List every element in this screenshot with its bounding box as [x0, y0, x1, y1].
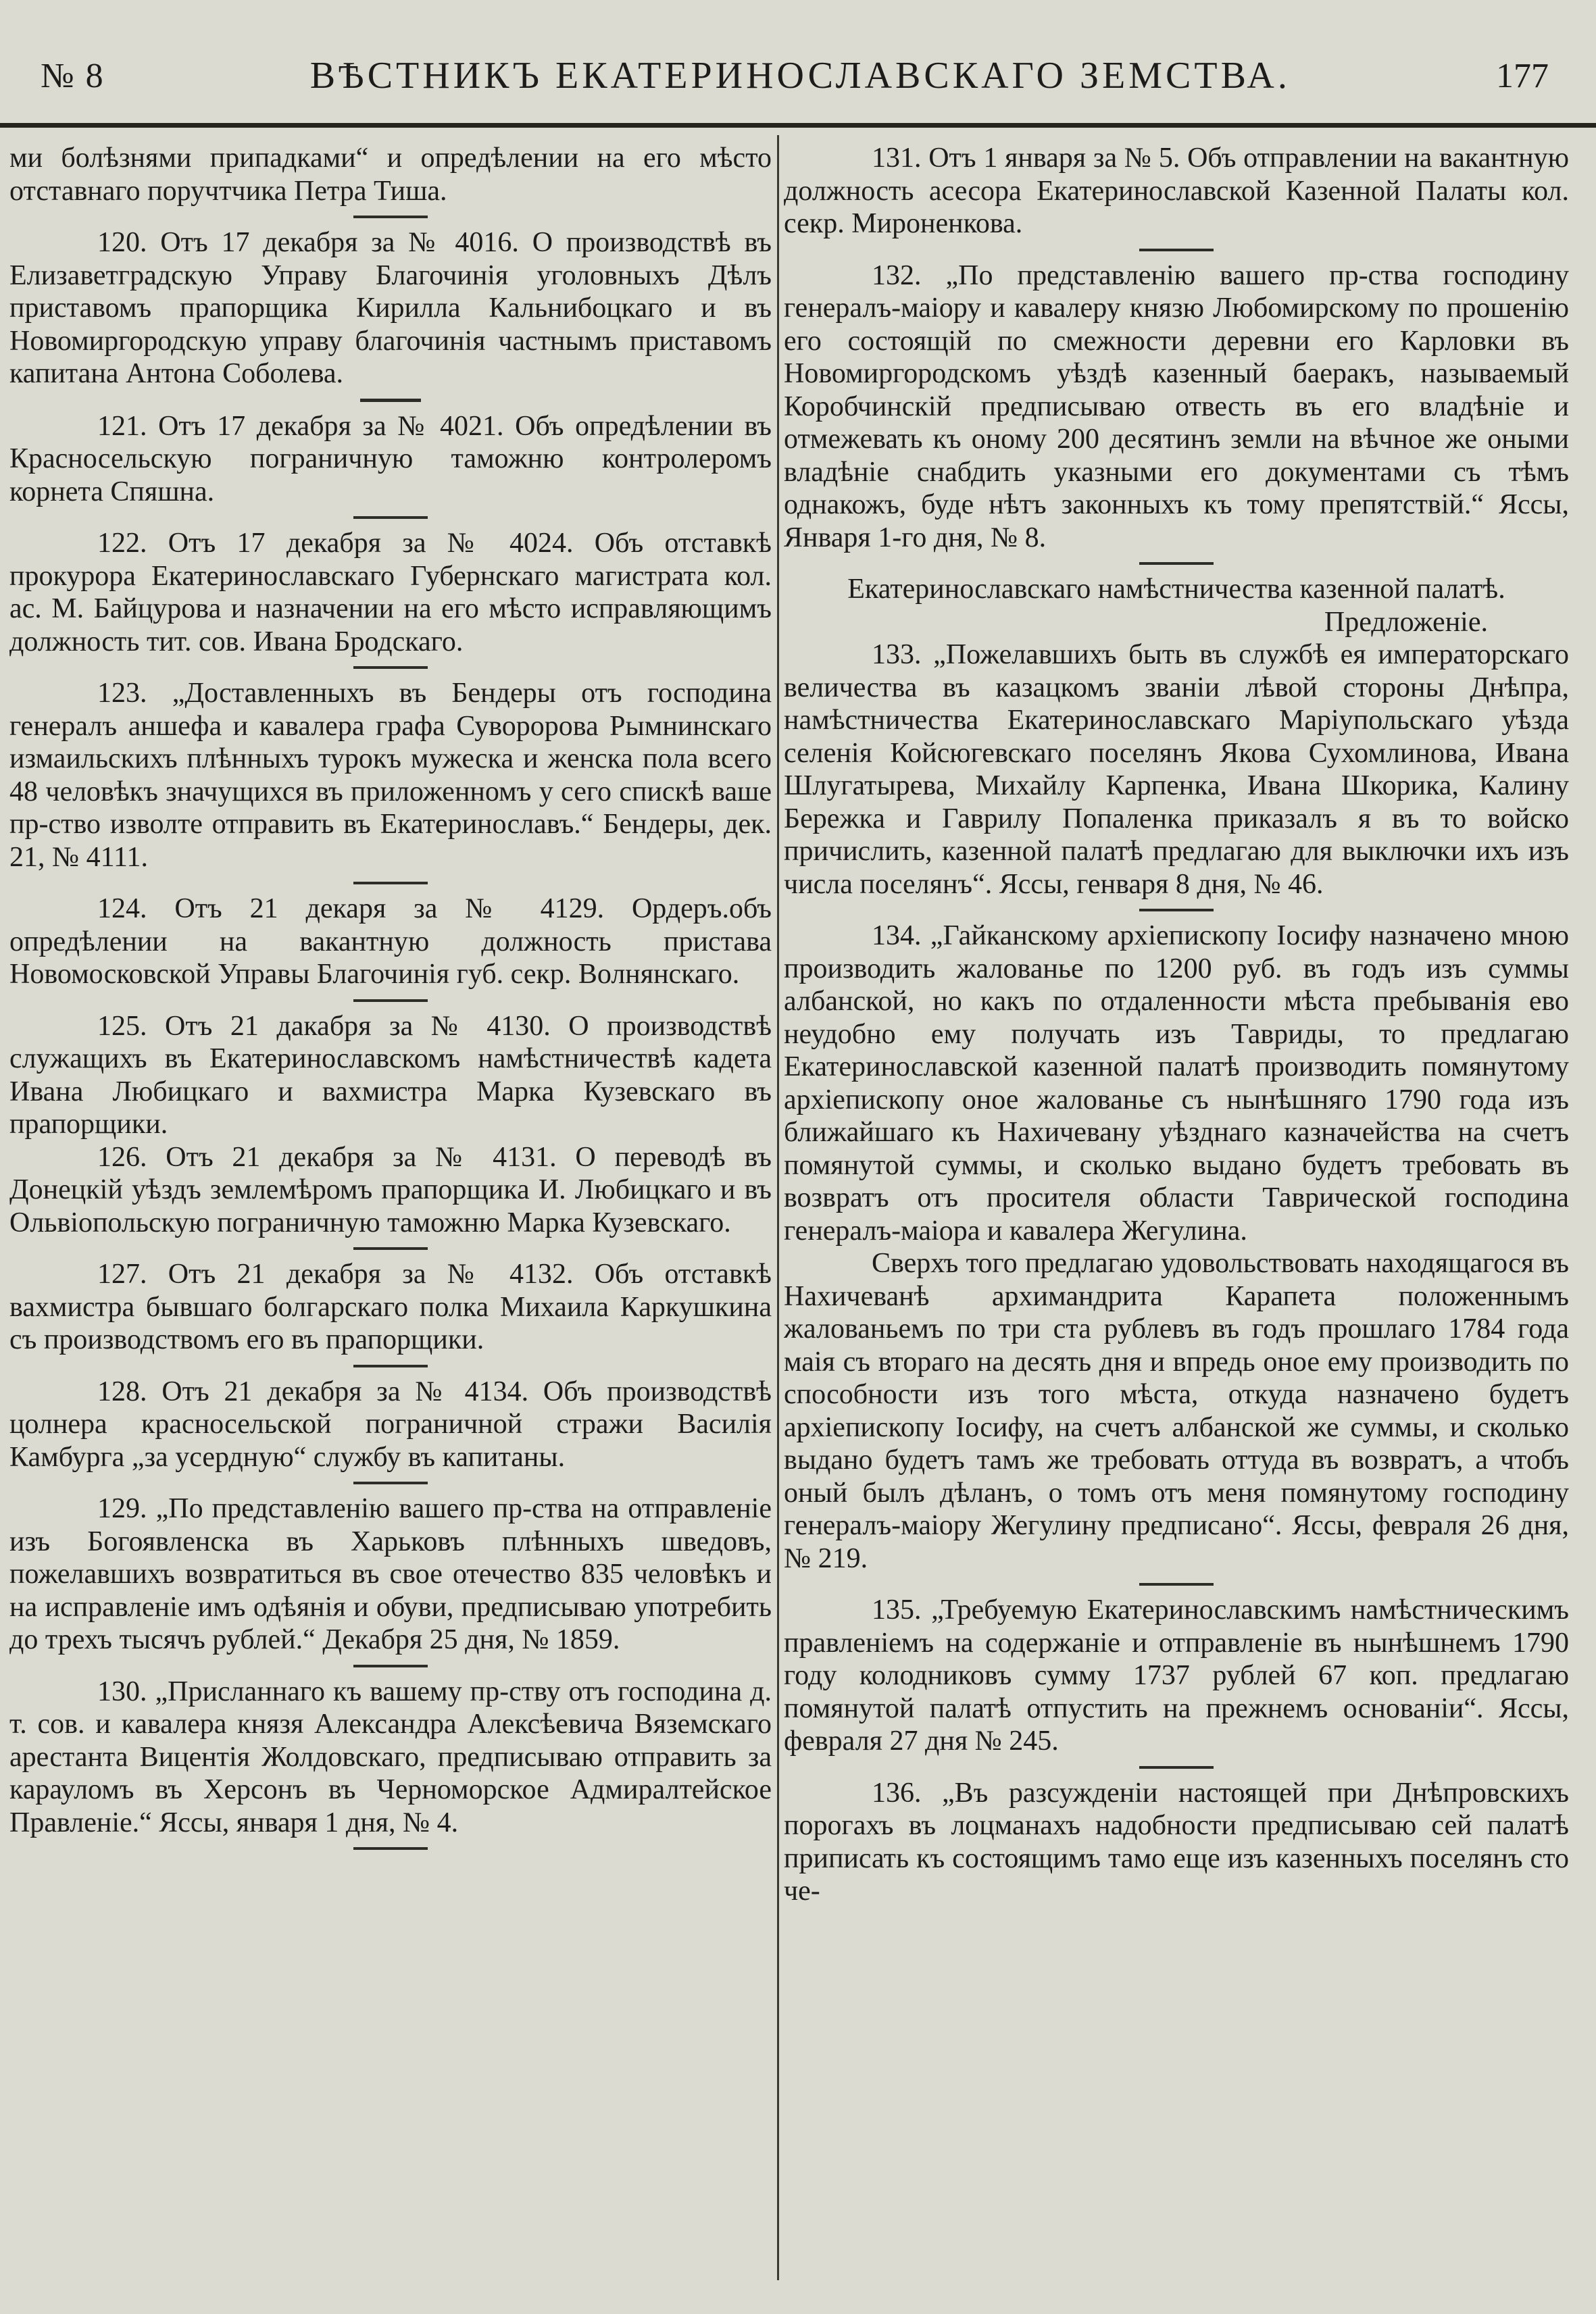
separator	[1139, 562, 1214, 565]
entry-132: 132. „По представленію вашего пр-ства господину генералъ-маіору и кавалеру князю Любомирскому по прошенію его состоящій по смежности деревни его Карловки въ Новомиргородскомъ уѣздѣ казенный баеракъ, называемый Коробчинскій предписываю отвесть въ его владѣніе и отмежевать къ оному 200 десятинъ земли на вѣчное же оными владѣніе снабдить указными его документами съ тѣмъ однакожъ, буде нѣтъ законныхъ къ тому препятствій.“ Яссы, Января 1-го дня, № 8.	[784, 259, 1569, 553]
entry-128: 128. Отъ 21 декабря за № 4134. Объ производствѣ цолнера красносельской пограничной стражи Василія Камбурга „за усердную“ службу въ капитаны.	[9, 1376, 772, 1473]
separator	[353, 882, 428, 884]
separator	[1139, 909, 1214, 911]
entry-121: 121. Отъ 17 декабря за № 4021. Объ опредѣлении въ Красносельскую пограничную таможню контролеромъ корнета Спяшна.	[9, 410, 772, 507]
entry-133: 133. „Пожелавшихъ быть въ службѣ ея императорскаго величества въ казацкомъ званіи лѣвой стороны Днѣпра, намѣстничества Екатеринославскаго Маріупольскаго уѣзда селенія Койсюгевскаго поселянъ Якова Сухомлинова, Ивана Шлугатырева, Михайлу Карпенка, Ивана Шкорика, Калину Бережка и Гаврилу Попаленка приказалъ я въ то войско причислить, казенной палатѣ предлагаю для выключки ихъ изъ числа поселянъ“. Яссы, генваря 8 дня, № 46.	[784, 639, 1569, 900]
section-heading: Екатеринославскаго намѣстничества казенной палатѣ.	[847, 574, 1505, 605]
column-divider	[777, 135, 779, 2280]
entry-126: 126. Отъ 21 декабря за № 4131. О переводѣ въ Донецкій уѣздъ землемѣромъ прапорщика И. Любицкаго и въ Ольвіопольскую пограничную таможню Марка Кузевскаго.	[9, 1141, 772, 1238]
entry-136: 136. „Въ разсужденіи настоящей при Днѣпровскихъ порогахъ въ лоцманахъ надобности предписываю сей палатѣ приписать къ состоящимъ тамо еще изъ казенныхъ поселянъ сто че-	[784, 1777, 1569, 1907]
page-number: 177	[1495, 56, 1549, 95]
entry-125: 125. Отъ 21 дакабря за № 4130. О производствѣ служащихъ въ Екатеринославскомъ намѣстничествѣ кадета Ивана Любицкаго и вахмистра Марка Кузевскаго въ прапорщики.	[9, 1010, 772, 1140]
separator	[353, 1365, 428, 1367]
header-rule	[0, 123, 1596, 128]
entry-124: 124. Отъ 21 декаря за № 4129. Ордеръ.объ опредѣлении на вакантную должность пристава Новомосковской Управы Благочинія губ. секр. Волнянскаго.	[9, 893, 772, 990]
page-header	[41, 42, 1549, 109]
left-column	[9, 142, 772, 2294]
entry-131: 131. Отъ 1 января за № 5. Объ отправлении на вакантную должность асесора Екатеринославской Казенной Палаты кол. секр. Мироненкова.	[784, 143, 1569, 239]
entry-135: 135. „Требуемую Екатеринославскимъ намѣстническимъ правленіемъ на содержаніе и отправленіе въ нынѣшнемъ 1790 году колодниковъ сумму 1737 рублей 67 коп. предлагаю помянутой палатѣ отпустить на прежнемъ основаніи“. Яссы, февраля 27 дня № 245.	[784, 1594, 1569, 1757]
separator	[353, 1247, 428, 1250]
publication-title: ВѢСТНИКЪ ЕКАТЕРИНОСЛАВСКАГО ЗЕМСТВА.	[309, 55, 1291, 97]
separator	[1139, 1583, 1214, 1586]
entry-134: 134. „Гайканскому архіепископу Іосифу назначено мною производить жалованье по 1200 руб. въ годъ изъ суммы албанской, но какъ по отдаленности мѣста пребыванія ево неудобно ему получать изъ Тавриды, то предлагаю Екатеринославской казенной палатѣ производить помянутому архіепископу оное жалованье съ нынѣшняго 1790 года изъ ближайшаго къ Нахичевану уѣзднаго казначейства на счетъ помянутой суммы, и сколько выдано будетъ требовать въ возвратъ отъ просителя области Таврической господина генералъ-маіора и кавалера Жегулина.	[784, 920, 1569, 1247]
right-column	[784, 142, 1569, 2294]
separator	[1139, 1766, 1214, 1769]
paragraph-continued: ми болѣзнями припадками“ и опредѣлении на его мѣсто отставнаго поручтчика Петра Тиша.	[9, 143, 772, 207]
separator	[353, 666, 428, 669]
entry-127: 127. Отъ 21 декабря за № 4132. Объ отставкѣ вахмистра бывшаго болгарскаго полка Михаила Каркушкина съ производствомъ его въ прапорщики.	[9, 1259, 772, 1355]
separator	[353, 216, 428, 218]
entry-120: 120. Отъ 17 декабря за № 4016. О производствѣ въ Елизаветградскую Управу Благочинія уголовныхъ Дѣлъ приставомъ прапорщика Кирилла Кальнибоцкаго и въ Новомиргородскую управу благочинія частнымъ приставомъ капитана Антона Соболева.	[9, 227, 772, 389]
separator	[360, 399, 421, 402]
entry-122: 122. Отъ 17 декабря за № 4024. Объ отставкѣ прокурора Екатеринославскаго Губернскаго магистрата кол. ас. М. Байцурова и назначении на его мѣсто исправляющимъ должность тит. сов. Ивана Бродскаго.	[9, 528, 772, 657]
separator	[353, 999, 428, 1002]
entry-134-continued: Сверхъ того предлагаю удовольствовать находящагося въ Нахичеванѣ архимандрита Карапета положеннымъ жалованьемъ по три ста рублевъ въ годъ прошлаго 1784 года маія съ втораго на десять дня и впредь оное ему производить по способности изъ того мѣста, откуда назначено будетъ архіепископу Іосифу, на счетъ албанской же суммы, и сколько выдано будетъ тамъ же требовать оттуда въ возвратъ, а чтобъ оный былъ дѣланъ, о томъ отъ меня помянутому господину генералъ-маіору Жегулину предписано“. Яссы, февраля 26 дня, № 219.	[784, 1248, 1569, 1574]
separator	[353, 1482, 428, 1484]
issue-number: № 8	[41, 56, 105, 95]
entry-129: 129. „По представленію вашего пр-ства на отправленіе изъ Богоявленска въ Харьковъ плѣнныхъ шведовъ, пожелавшихъ возвратиться въ свое отечество 835 человѣкъ и на исправленіе имъ одѣянія и обуви, предписываю употребить до трехъ тысячъ рублей.“ Декабря 25 дня, № 1859.	[9, 1493, 772, 1655]
separator	[353, 1847, 428, 1850]
entry-123: 123. „Доставленныхъ въ Бендеры отъ господина генералъ аншефа и кавалера графа Суворорова Рымнинскаго измаильскихъ плѣнныхъ турокъ мужеска и женска пола всего 48 человѣкъ значущихся въ приложенномъ у сего спискѣ ваше пр-ство изволте отправить въ Екатеринославъ.“ Бендеры, дек. 21, № 4111.	[9, 678, 772, 873]
separator	[353, 516, 428, 519]
entry-130: 130. „Присланнаго къ вашему пр-ству отъ господина д. т. сов. и кавалера князя Александра Алексѣевича Вяземскаго арестанта Вицентія Жолдовскаго, предписываю отправить за карауломъ въ Херсонъ въ Черноморское Адмиралтейское Правленіе.“ Яссы, января 1 дня, № 4.	[9, 1676, 772, 1838]
separator	[1139, 249, 1214, 251]
section-subheading: Предложеніе.	[1324, 606, 1488, 638]
separator	[353, 1665, 428, 1667]
